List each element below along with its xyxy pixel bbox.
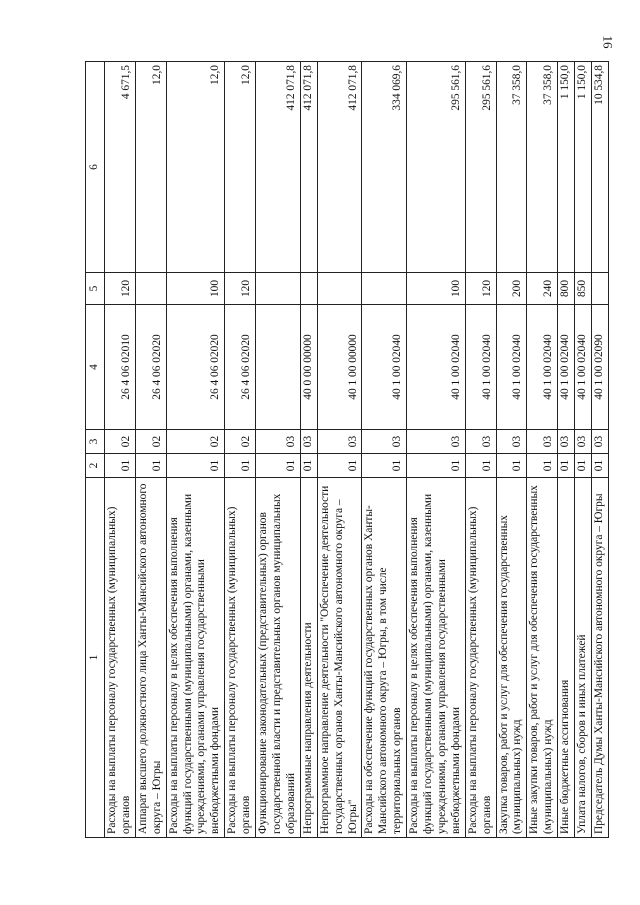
row-subsection: 03	[256, 430, 301, 454]
table-row	[407, 62, 466, 838]
table-row	[300, 62, 317, 838]
row-amount: 1 150,0	[575, 62, 592, 273]
row-name: Иные бюджетные ассигнования	[558, 478, 575, 838]
table-row	[362, 62, 407, 838]
row-target-code: 26 4 06 02020	[135, 305, 166, 430]
budget-table-sheet	[85, 62, 605, 838]
row-target-code: 26 4 06 02020	[166, 305, 225, 430]
row-name: Расходы на выплаты персоналу в целях обеспечения выполнения функций государственными (муниципальными) органами, казенными учреждениями, органами управления государственными внебюджетными фондами	[166, 478, 225, 838]
table-body	[105, 62, 609, 838]
row-section: 01	[225, 454, 256, 478]
row-subsection: 03	[558, 430, 575, 454]
row-section: 01	[407, 454, 466, 478]
row-name: Непрограммное направление деятельности "Обеспечение деятельности государственных органов Ханты-Мансийского автономного округа – Югры"	[317, 478, 362, 838]
row-expense-type	[317, 273, 362, 305]
row-target-code: 40 1 00 02040	[558, 305, 575, 430]
row-expense-type: 200	[496, 273, 527, 305]
row-section: 01	[362, 454, 407, 478]
row-subsection: 03	[300, 430, 317, 454]
row-section: 01	[105, 454, 136, 478]
row-amount: 334 069,6	[362, 62, 407, 273]
row-name: Расходы на выплаты персоналу государственных (муниципальных) органов	[465, 478, 496, 838]
row-name: Расходы на выплаты персоналу в целях обеспечения выполнения функций государственными (муниципальными) органами, казенными учреждениями, органами управления государственными внебюджетными фондами	[407, 478, 466, 838]
table-row	[105, 62, 136, 838]
row-target-code: 40 1 00 02040	[465, 305, 496, 430]
row-expense-type: 800	[558, 273, 575, 305]
row-target-code	[256, 305, 301, 430]
row-amount: 12,0	[135, 62, 166, 273]
row-subsection: 02	[135, 430, 166, 454]
row-subsection: 03	[592, 430, 609, 454]
table-row	[135, 62, 166, 838]
row-expense-type: 100	[407, 273, 466, 305]
row-expense-type	[362, 273, 407, 305]
row-expense-type	[256, 273, 301, 305]
row-name: Иные закупки товаров, работ и услуг для обеспечения государственных (муниципальных) нужд	[527, 478, 558, 838]
header-col-6: 6	[86, 62, 105, 273]
row-amount: 4 671,5	[105, 62, 136, 273]
row-section: 01	[527, 454, 558, 478]
page-number: 16	[600, 35, 616, 49]
row-target-code: 40 1 00 00000	[317, 305, 362, 430]
rotated-page-area	[85, 62, 605, 838]
row-amount: 37 358,0	[527, 62, 558, 273]
row-section: 01	[300, 454, 317, 478]
row-amount: 412 071,8	[256, 62, 301, 273]
row-section: 01	[135, 454, 166, 478]
row-name: Непрограммные направления деятельности	[300, 478, 317, 838]
table-row	[465, 62, 496, 838]
header-col-5: 5	[86, 273, 105, 305]
header-col-3: 3	[86, 430, 105, 454]
budget-table	[85, 61, 609, 838]
row-amount: 295 561,6	[407, 62, 466, 273]
row-amount: 295 561,6	[465, 62, 496, 273]
row-expense-type	[592, 273, 609, 305]
row-section: 01	[592, 454, 609, 478]
header-col-1: 1	[86, 478, 105, 838]
table-row	[575, 62, 592, 838]
row-target-code: 40 1 00 02040	[527, 305, 558, 430]
row-name: Расходы на обеспечение функций государственных органов Ханты-Мансийского автономного округа – Югры, в том числе территориальных органов	[362, 478, 407, 838]
row-name: Председатель Думы Ханты-Мансийского автономного округа – Югры	[592, 478, 609, 838]
table-row	[256, 62, 301, 838]
row-name: Уплата налогов, сборов и иных платежей	[575, 478, 592, 838]
row-amount: 12,0	[225, 62, 256, 273]
row-amount: 1 150,0	[558, 62, 575, 273]
row-section: 01	[496, 454, 527, 478]
row-expense-type: 120	[225, 273, 256, 305]
row-amount: 412 071,8	[300, 62, 317, 273]
row-subsection: 03	[575, 430, 592, 454]
row-target-code: 40 1 00 02040	[362, 305, 407, 430]
row-section: 01	[166, 454, 225, 478]
row-subsection: 03	[465, 430, 496, 454]
table-row	[225, 62, 256, 838]
row-expense-type: 120	[465, 273, 496, 305]
row-expense-type: 240	[527, 273, 558, 305]
row-expense-type	[135, 273, 166, 305]
row-expense-type: 120	[105, 273, 136, 305]
row-amount: 412 071,8	[317, 62, 362, 273]
row-section: 01	[465, 454, 496, 478]
table-row	[592, 62, 609, 838]
row-section: 01	[575, 454, 592, 478]
row-subsection: 03	[496, 430, 527, 454]
row-subsection: 02	[166, 430, 225, 454]
row-section: 01	[256, 454, 301, 478]
row-amount: 37 358,0	[496, 62, 527, 273]
row-section: 01	[558, 454, 575, 478]
table-row	[527, 62, 558, 838]
row-name: Расходы на выплаты персоналу государственных (муниципальных) органов	[105, 478, 136, 838]
row-expense-type	[300, 273, 317, 305]
header-col-4: 4	[86, 305, 105, 430]
row-expense-type: 850	[575, 273, 592, 305]
row-target-code: 40 1 00 02040	[407, 305, 466, 430]
row-subsection: 03	[362, 430, 407, 454]
row-target-code: 40 1 00 02040	[575, 305, 592, 430]
table-row	[558, 62, 575, 838]
row-amount: 10 534,8	[592, 62, 609, 273]
row-name: Аппарат высшего должностного лица Ханты-Мансийского автономного округа – Югры	[135, 478, 166, 838]
table-row	[496, 62, 527, 838]
row-target-code: 40 0 00 00000	[300, 305, 317, 430]
row-section: 01	[317, 454, 362, 478]
row-subsection: 02	[105, 430, 136, 454]
row-target-code: 40 1 00 02090	[592, 305, 609, 430]
row-target-code: 40 1 00 02040	[496, 305, 527, 430]
table-row	[166, 62, 225, 838]
row-subsection: 03	[317, 430, 362, 454]
table-header-row	[86, 62, 105, 838]
row-subsection: 03	[407, 430, 466, 454]
row-target-code: 26 4 06 02010	[105, 305, 136, 430]
row-subsection: 03	[527, 430, 558, 454]
row-name: Функционирование законодательных (представительных) органов государственной власти и представительных органов муниципальных образований	[256, 478, 301, 838]
row-name: Закупка товаров, работ и услуг для обеспечения государственных (муниципальных) нужд	[496, 478, 527, 838]
row-target-code: 26 4 06 02020	[225, 305, 256, 430]
row-subsection: 02	[225, 430, 256, 454]
table-row	[317, 62, 362, 838]
row-amount: 12,0	[166, 62, 225, 273]
row-name: Расходы на выплаты персоналу государственных (муниципальных) органов	[225, 478, 256, 838]
row-expense-type: 100	[166, 273, 225, 305]
header-col-2: 2	[86, 454, 105, 478]
